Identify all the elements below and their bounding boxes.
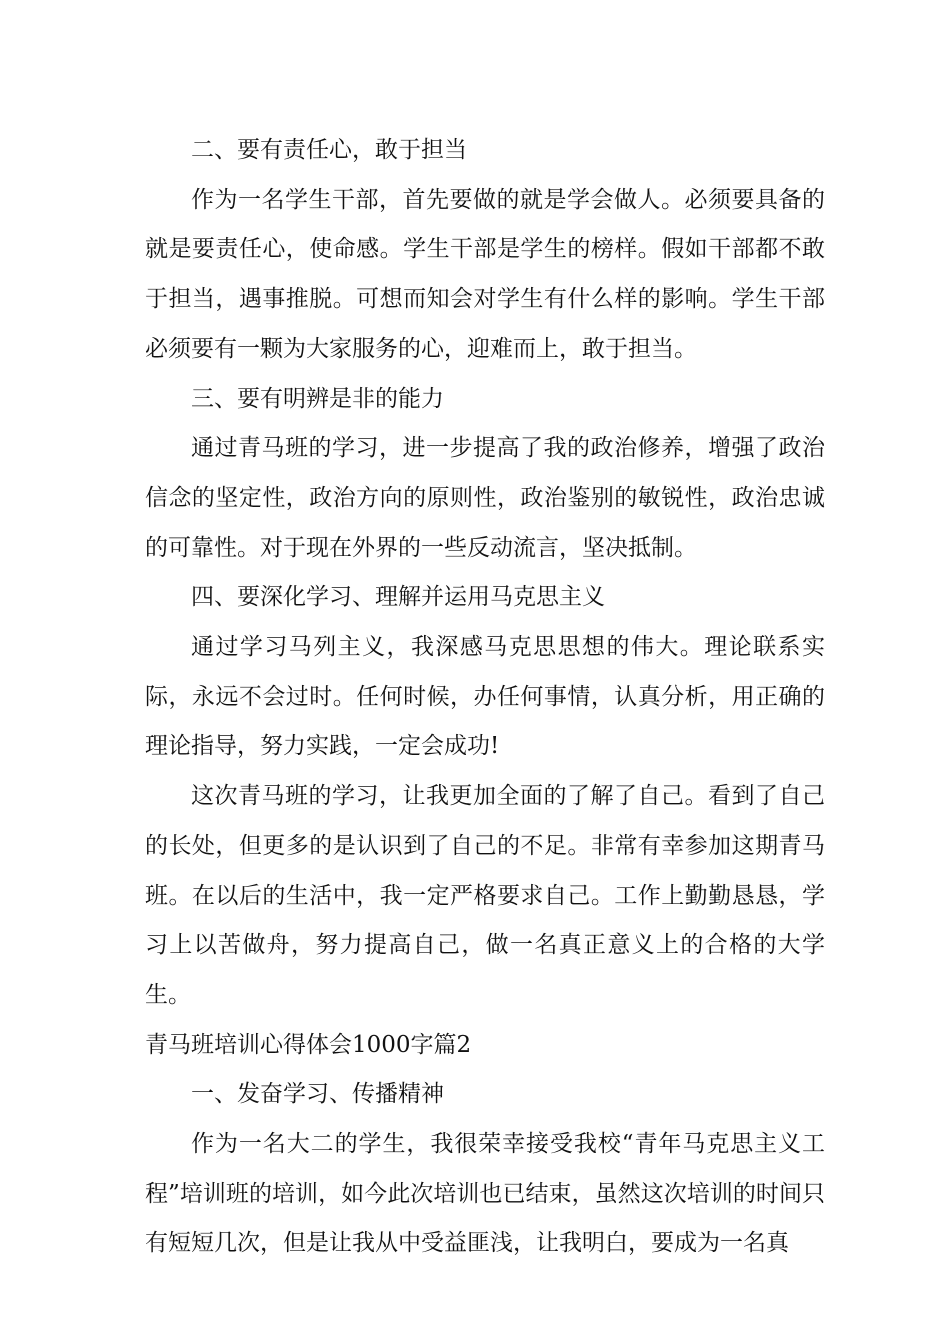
document-body: [145, 126, 825, 1269]
section-heading-discernment: 三、要有明辨是非的能力: [191, 385, 444, 412]
paragraph-study: 作为一名大二的学生，我很荣幸接受我校“青年马克思主义工程”培训班的培训，如今此次培训也已结束，虽然这次培训的时间只有短短几次，但是让我从中受益匪浅，让我明白，要成为一名真: [145, 1131, 825, 1257]
paragraph-responsibility: 作为一名学生干部，首先要做的就是学会做人。必须要具备的就是要责任心，使命感。学生干部是学生的榜样。假如干部都不敢于担当，遇事推脱。可想而知会对学生有什么样的影响。学生干部必须要有一颗为大家服务的心，迎难而上，敢于担当。: [145, 186, 825, 362]
section-heading-responsibility: 二、要有责任心，敢于担当: [191, 137, 467, 163]
article-title-part-2: 青马班培训心得体会1000字篇2: [145, 1031, 472, 1058]
paragraph-summary: 这次青马班的学习，让我更加全面的了解了自己。看到了自己的长处，但更多的是认识到了自己的不足。非常有幸参加这期青马班。在以后的生活中，我一定严格要求自己。工作上勤勤恳恳，学习上以苦做舟，努力提高自己，做一名真正意义上的合格的大学生。: [145, 783, 825, 1008]
section-heading-marxism: 四、要深化学习、理解并运用马克思主义: [191, 584, 605, 611]
section-heading-study: 一、发奋学习、传播精神: [191, 1081, 444, 1108]
paragraph-discernment: 通过青马班的学习，进一步提高了我的政治修养，增强了政治信念的坚定性，政治方向的原则性，政治鉴别的敏锐性，政治忠诚的可靠性。对于现在外界的一些反动流言，坚决抵制。: [145, 435, 825, 561]
paragraph-marxism: 通过学习马列主义，我深感马克思思想的伟大。理论联系实际，永远不会过时。任何时候，办任何事情，认真分析，用正确的理论指导，努力实践，一定会成功!: [145, 634, 825, 760]
